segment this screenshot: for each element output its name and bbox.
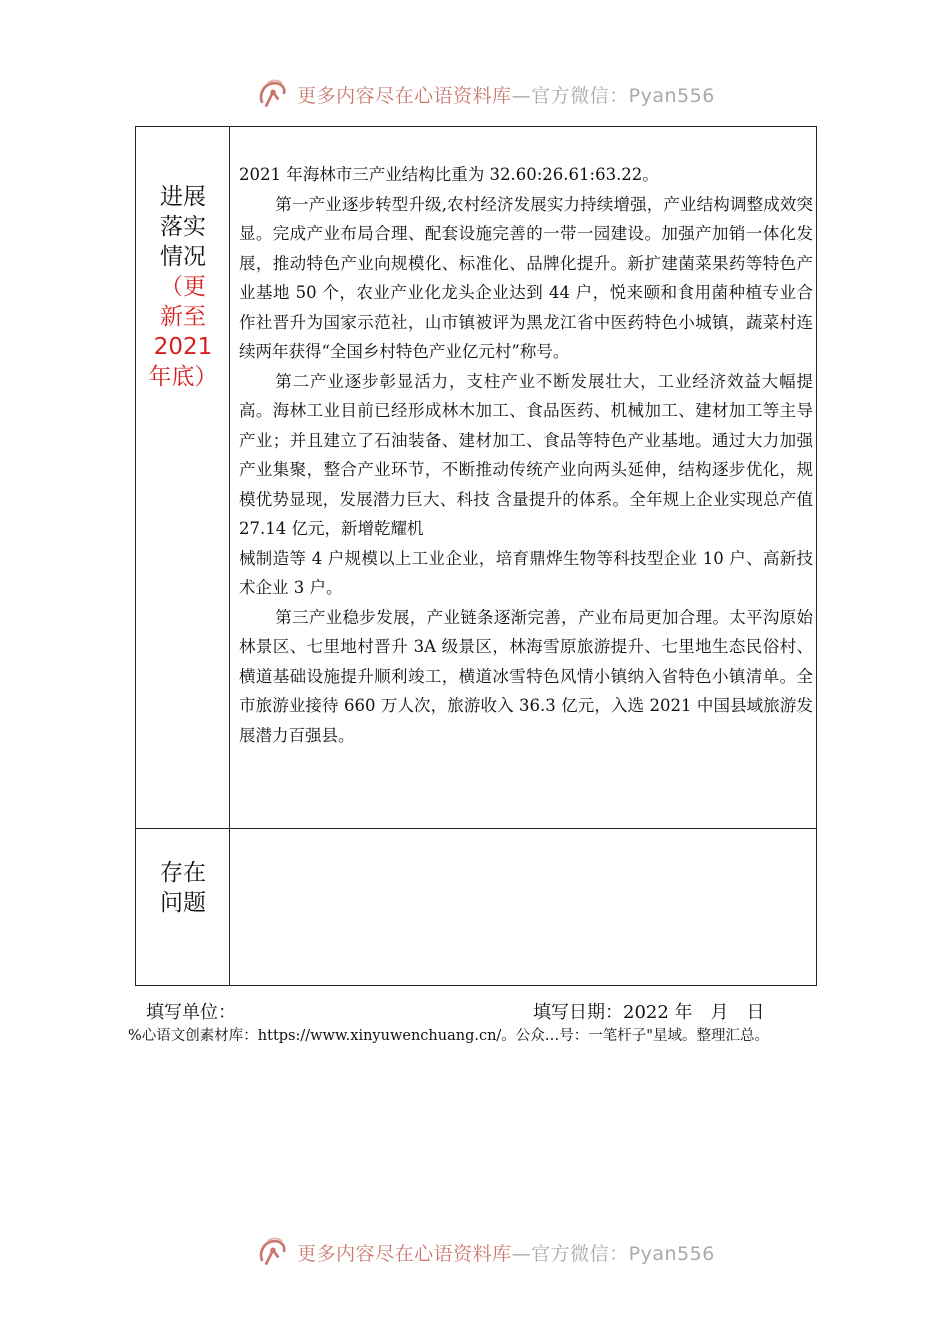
content-paragraph: 2021 年海林市三产业结构比重为 32.60:26.61:63.22。 [239,165,659,184]
source-note: %心语文创素材库：https://www.xinyuwenchuang.cn/。公众…号：一笔杆子"星域。整理汇总。 [128,1028,769,1044]
progress-label-red-line: 年底） [148,364,218,390]
progress-content [239,160,813,750]
problems-label-line: 问题 [160,890,206,916]
problems-label-line: 存在 [160,860,206,886]
watermark-red-text: 更多内容尽在心语资料库 [297,84,512,107]
content-paragraph: 第一产业逐步转型升级,农村经济发展实力持续增强，产业结构调整成效突显。完成产业布局合理、配套设施完善的一带一园建设。加强产加销一体化发展，推动特色产业向规模化、标准化、品牌化提升。新扩建菌菜果药等特色产业基地 50 个，农业产业化龙头企业达到 44 户，悦来颐和食用菌种植专业合作社晋升为国家示范社，山市镇被评为黑龙江省中医药特色小城镇，蔬菜村连续两年获得“全国乡村特色产业亿元村”称号。 [239,194,813,361]
fill-date-label: 填写日期：2022 年 月 日 [533,1002,765,1023]
content-paragraph: 第三产业稳步发展，产业链条逐渐完善，产业布局更加合理。太平沟原始林景区、七里地村晋升 3A 级景区，林海雪原旅游提升、七里地生态民俗村、横道基础设施提升顺利竣工，横道冰雪特色风情小镇纳入省特色小镇清单。全市旅游业接待 660 万人次，旅游收入 36.3 亿元，入选 2021 中国县域旅游发展潜力百强县。 [239,607,813,745]
watermark-gray-text: —官方微信：Pyan556 [511,1242,715,1265]
progress-label-line: 落实 [160,214,206,240]
progress-label-red-line: （更 [160,274,206,300]
watermark-footer [0,1232,950,1272]
progress-label-red-line: 新至 [160,304,206,330]
progress-label-line: 情况 [160,244,206,270]
progress-label-line: 进展 [160,184,206,210]
watermark-gray-text: —官方微信：Pyan556 [511,84,715,107]
content-paragraph: 械制造等 4 户规模以上工业企业，培育鼎烨生物等科技型企业 10 户、高新技术企业 3 户。 [239,548,813,597]
progress-label [138,182,228,392]
fill-unit-label: 填写单位： [146,1002,236,1023]
watermark-red-text: 更多内容尽在心语资料库 [297,1242,512,1265]
content-paragraph: 第二产业逐步彰显活力，支柱产业不断发展壮大，工业经济效益大幅提高。海林工业目前已经形成林木加工、食品医药、机械加工、建材加工等主导产业；并且建立了石油装备、建材加工、食品等特色产业基地。通过大力加强产业集聚，整合产业环节，不断推动传统产业向两头延伸，结构逐步优化，规模优势显现，发展潜力巨大、科技 含量提升的体系。全年规上企业实现总产值 27.14 亿元，新增乾耀机 [239,371,813,538]
table-row-divider [135,828,817,829]
watermark-header [0,74,950,114]
table-column-divider [229,126,230,986]
brand-logo-icon [255,1234,291,1270]
progress-label-red-line: 2021 [153,334,213,360]
problems-label [138,858,228,918]
brand-logo-icon [255,76,291,112]
